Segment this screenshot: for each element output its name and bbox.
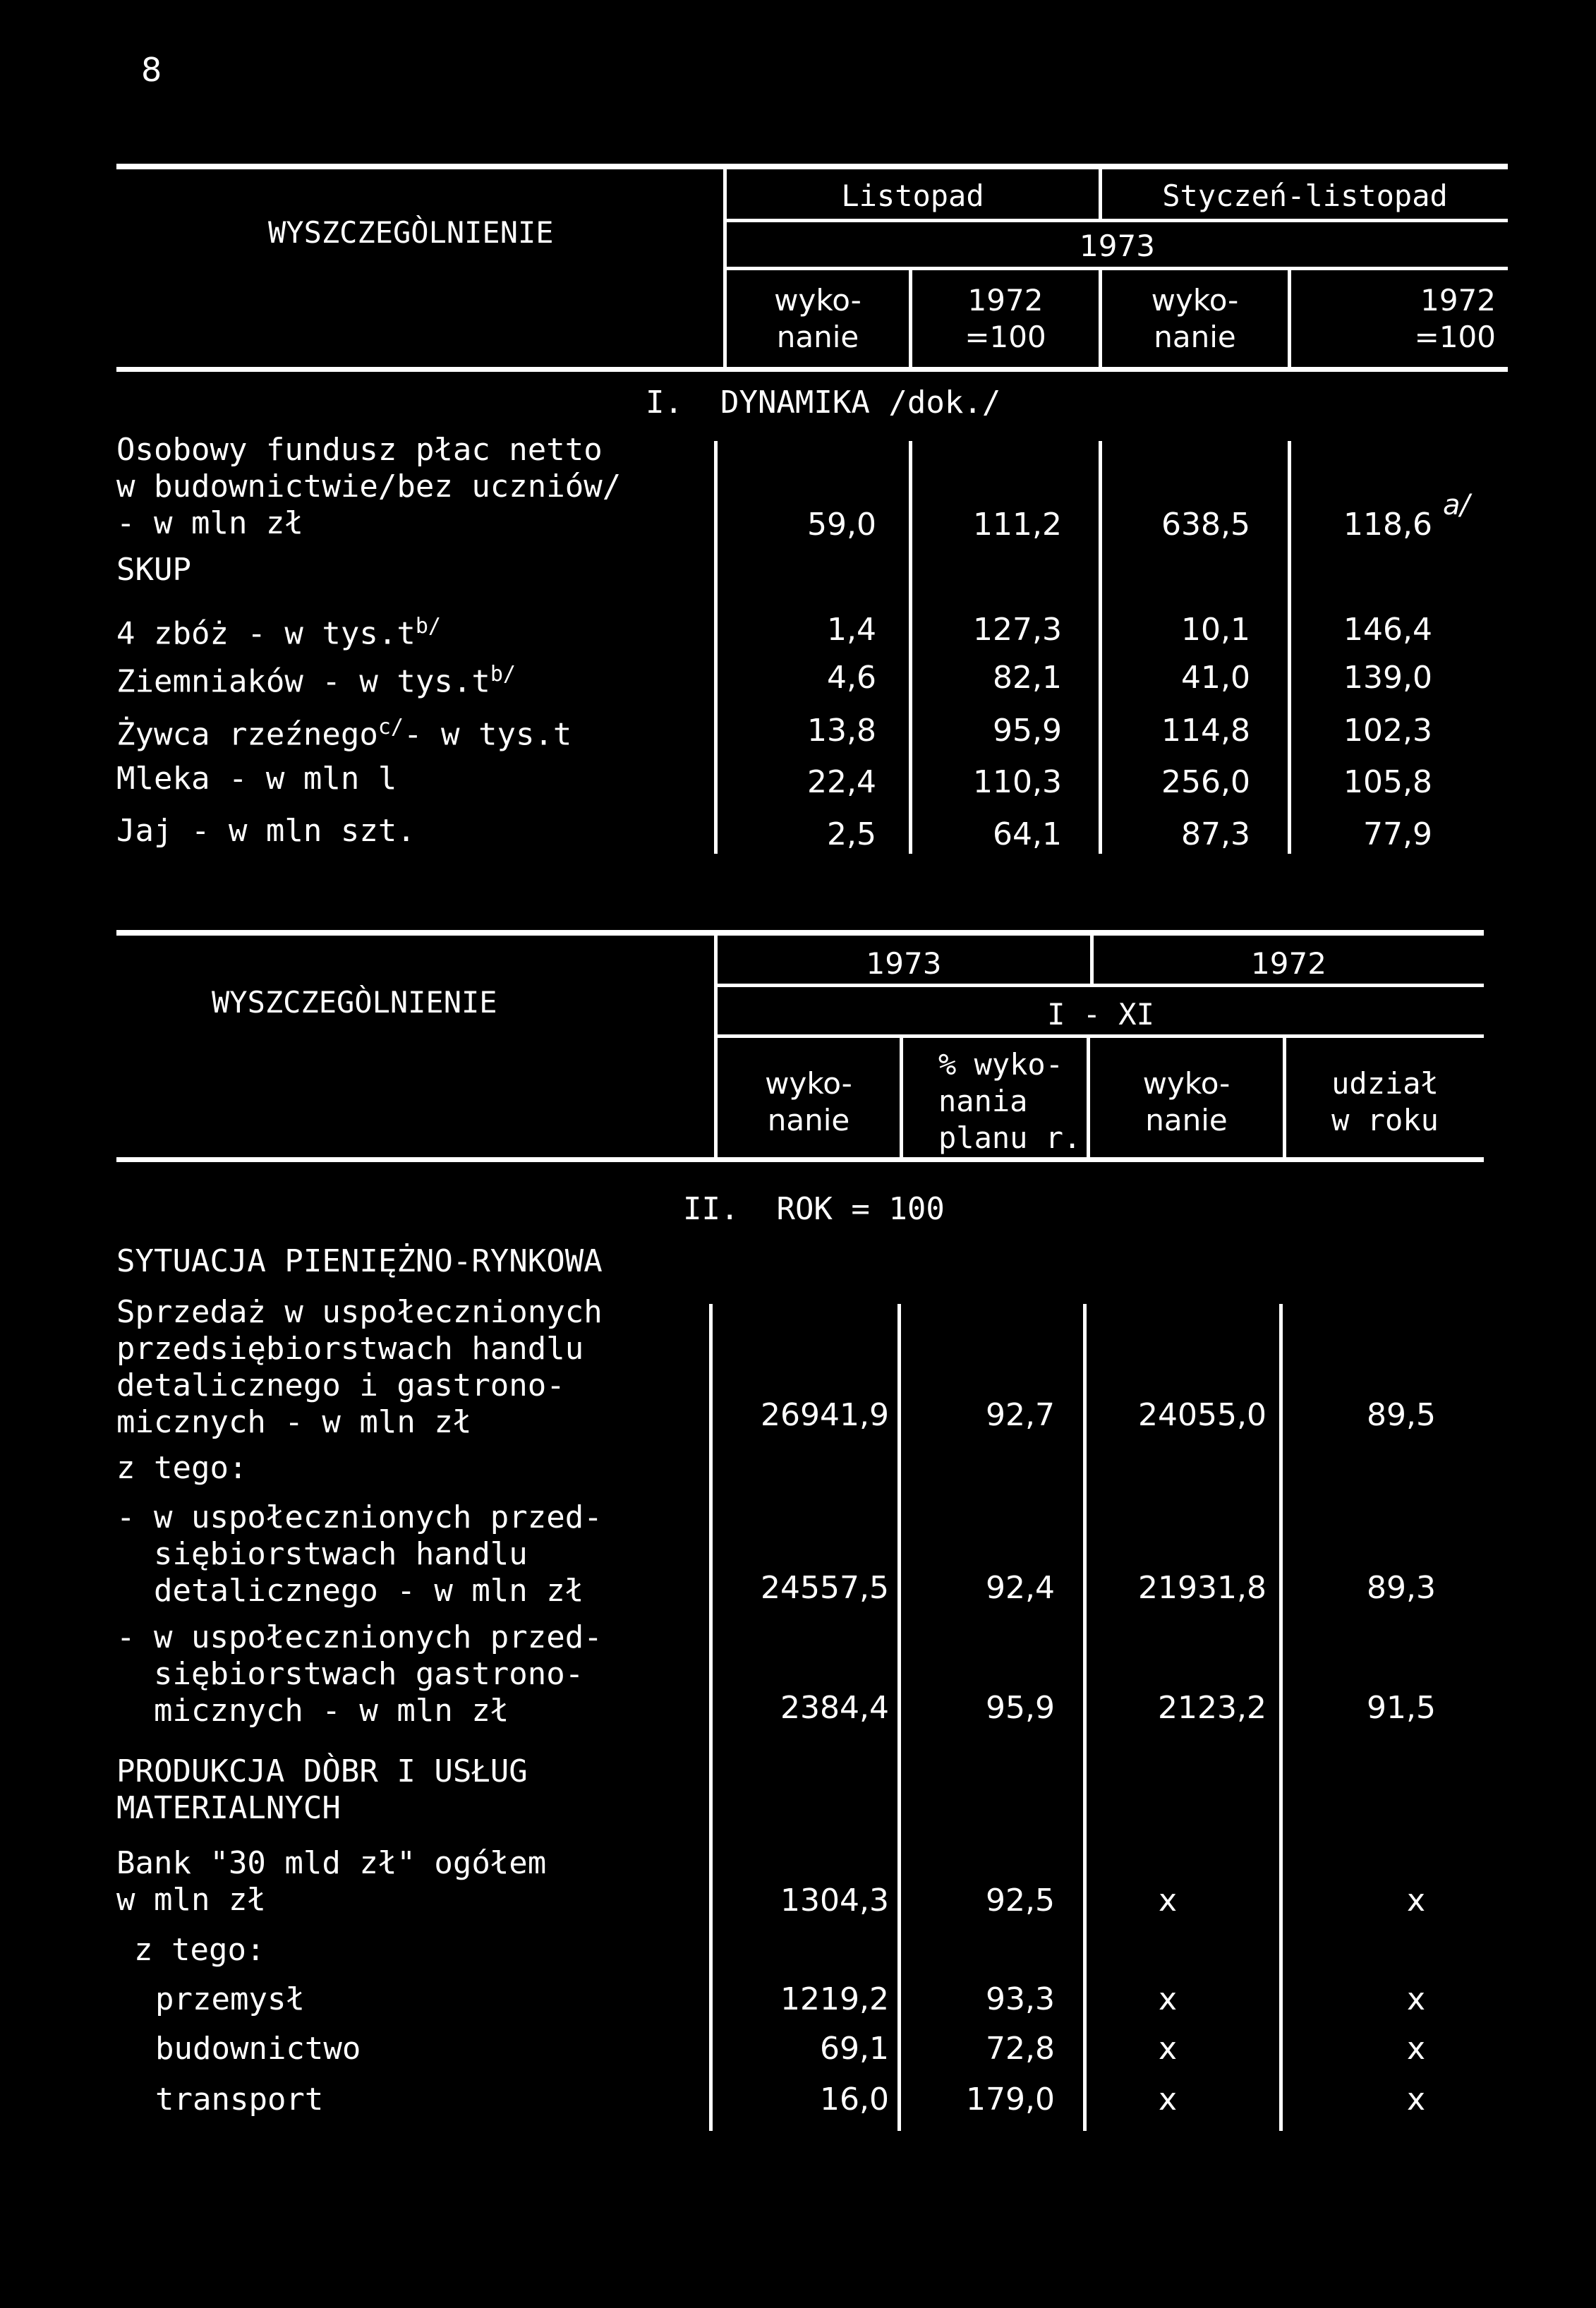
table-2-divider [1279,1304,1283,2131]
cell-value: 1219,2 [780,1981,889,2017]
cell-value: x [1158,1981,1178,2017]
row-label-zywca [116,709,572,754]
table-2-rule [718,984,1484,987]
cell-value: x [1158,1883,1178,1919]
cell-value: 1304,3 [780,1883,889,1919]
cell-value: 256,0 [1161,764,1250,800]
cell-value: x [1158,2082,1178,2117]
row-label-suffix: - w tys.t [404,716,572,753]
cell-value: 21931,8 [1138,1570,1266,1606]
row-label-fundusz-plac: Osobowy fundusz płac netto w budownictwie/bez uczniów/ - w mln zł [116,432,622,541]
row-label-handel-detaliczny: - w uspołecznionych przed- siębiorstwach handlu detalicznego - w mln zł [116,1499,603,1609]
cell-value: 179,0 [966,2082,1055,2117]
cell-value: 95,9 [993,713,1062,749]
period-i-xi: I - XI [1047,997,1154,1032]
subhead-share-in-year: udział w roku [1331,1066,1439,1137]
cell-value: 111,2 [973,507,1062,543]
table-2-header-bottom-rule [116,1157,1484,1162]
footnote-mark: b/ [490,662,516,687]
cell-value: 93,3 [986,1981,1055,2017]
subhead-execution: wyko- nanie [1151,283,1239,354]
row-label-bank: Bank "30 mld zł" ogółem w mln zł [116,1845,547,1918]
row-label-ziemniakow [116,656,516,701]
cell-value: 64,1 [993,816,1062,852]
cell-value: 89,5 [1367,1397,1436,1433]
subhead-execution: wyko- nanie [1142,1066,1231,1137]
subhead-index: 1972 =100 [965,283,1046,354]
page-number: 8 [141,51,162,89]
row-label-przemysl: przemysł [155,1981,305,2017]
footnote-mark: c/ [377,715,404,739]
footnote-mark: a/ [1443,489,1470,521]
cell-value: 24557,5 [761,1570,889,1606]
table-1-divider [714,441,718,854]
subhead-execution: wyko- nanie [774,283,862,354]
row-label-budownictwo: budownictwo [155,2031,361,2067]
section-heading-sytuacja: SYTUACJA PIENIĘŻNO-RYNKOWA [116,1243,603,1279]
cell-value: 4,6 [827,660,876,696]
table-1-spec-header: WYSZCZEGÒLNIENIE [268,215,554,250]
col-group-styczen-listopad: Styczeń-listopad [1162,179,1448,213]
table-2-divider [1083,1304,1087,2131]
cell-value: 1,4 [827,612,876,648]
table-2-top-rule [116,930,1484,936]
cell-value: x [1406,1981,1425,2017]
row-label-z-tego: z tego: [116,1450,248,1486]
cell-value: 95,9 [986,1690,1055,1726]
table-1-top-rule [116,164,1508,169]
section-title-dynamika: I. DYNAMIKA /dok./ [646,385,1001,421]
cell-value: x [1406,2082,1425,2117]
table-1-rule [727,219,1508,222]
row-label-text: 4 zbóż - w tys.t [116,615,416,652]
table-1-header-bottom-rule [116,367,1508,372]
cell-value: 110,3 [973,764,1062,800]
cell-value: 2384,4 [780,1690,889,1726]
year-1972: 1972 [1251,946,1326,981]
footnote-mark: b/ [415,614,441,639]
table-2-divider [900,1038,903,1157]
section-title-rok: II. ROK = 100 [683,1191,945,1227]
cell-value: 105,8 [1343,764,1432,800]
cell-value: 638,5 [1161,507,1250,543]
cell-value: 41,0 [1181,660,1250,696]
table-2-divider [897,1304,901,2131]
cell-value: 89,3 [1367,1570,1436,1606]
cell-value: 10,1 [1181,612,1250,648]
table-2-spec-header: WYSZCZEGÒLNIENIE [212,985,497,1020]
cell-value: x [1406,1883,1425,1919]
cell-value: 16,0 [820,2082,889,2117]
cell-value: 26941,9 [761,1397,889,1433]
cell-value: 72,8 [986,2031,1055,2067]
cell-value: 91,5 [1367,1690,1436,1726]
cell-value: 127,3 [973,612,1062,648]
table-1-rule [727,267,1508,270]
row-label-gastronomia: - w uspołecznionych przed- siębiorstwach gastrono- micznych - w mln zł [116,1619,603,1729]
subhead-execution: wyko- nanie [765,1066,852,1137]
row-label-jaj: Jaj - w mln szt. [116,813,416,849]
row-label-transport: transport [155,2082,324,2117]
row-label-skup: SKUP [116,552,191,588]
row-label-sprzedaz: Sprzedaż w uspołecznionych przedsiębiorstwach handlu detalicznego i gastrono- micznych - w mln zł [116,1294,603,1440]
cell-value: 13,8 [807,713,876,749]
cell-value: 2,5 [827,816,876,852]
cell-value: 92,7 [986,1397,1055,1433]
subhead-plan-percent: % wyko- nania planu r. [938,1047,1082,1155]
row-label-text: Żywca rzeźnego [116,716,378,753]
cell-value: 69,1 [820,2031,889,2067]
table-2-divider [709,1304,713,2131]
cell-value: 146,4 [1343,612,1432,648]
cell-value: 92,5 [986,1883,1055,1919]
cell-value: 2123,2 [1158,1690,1266,1726]
cell-value: x [1406,2031,1425,2067]
row-label-zboz [116,608,441,653]
table-2-rule [718,1034,1484,1038]
cell-value: 92,4 [986,1570,1055,1606]
cell-value: 139,0 [1343,660,1432,696]
col-group-listopad: Listopad [841,179,984,213]
cell-value: 114,8 [1161,713,1250,749]
row-label-mleka: Mleka - w mln l [116,761,397,797]
cell-value: 102,3 [1343,713,1432,749]
row-label-text: Ziemniaków - w tys.t [116,663,490,700]
cell-value: 82,1 [993,660,1062,696]
cell-value: 77,9 [1363,816,1432,852]
table-1-divider [909,441,912,854]
cell-value: 22,4 [807,764,876,800]
subhead-index: 1972 =100 [1414,283,1496,354]
cell-value: 87,3 [1181,816,1250,852]
cell-value: 118,6 [1343,507,1432,543]
row-label-z-tego: z tego: [134,1932,265,1968]
cell-value: x [1158,2031,1178,2067]
year-1973: 1973 [866,946,942,981]
cell-value: 24055,0 [1138,1397,1266,1433]
year-1973: 1973 [1080,229,1155,263]
cell-value: 59,0 [807,507,876,543]
section-heading-produkcja: PRODUKCJA DÒBR I USŁUG MATERIALNYCH [116,1753,528,1826]
